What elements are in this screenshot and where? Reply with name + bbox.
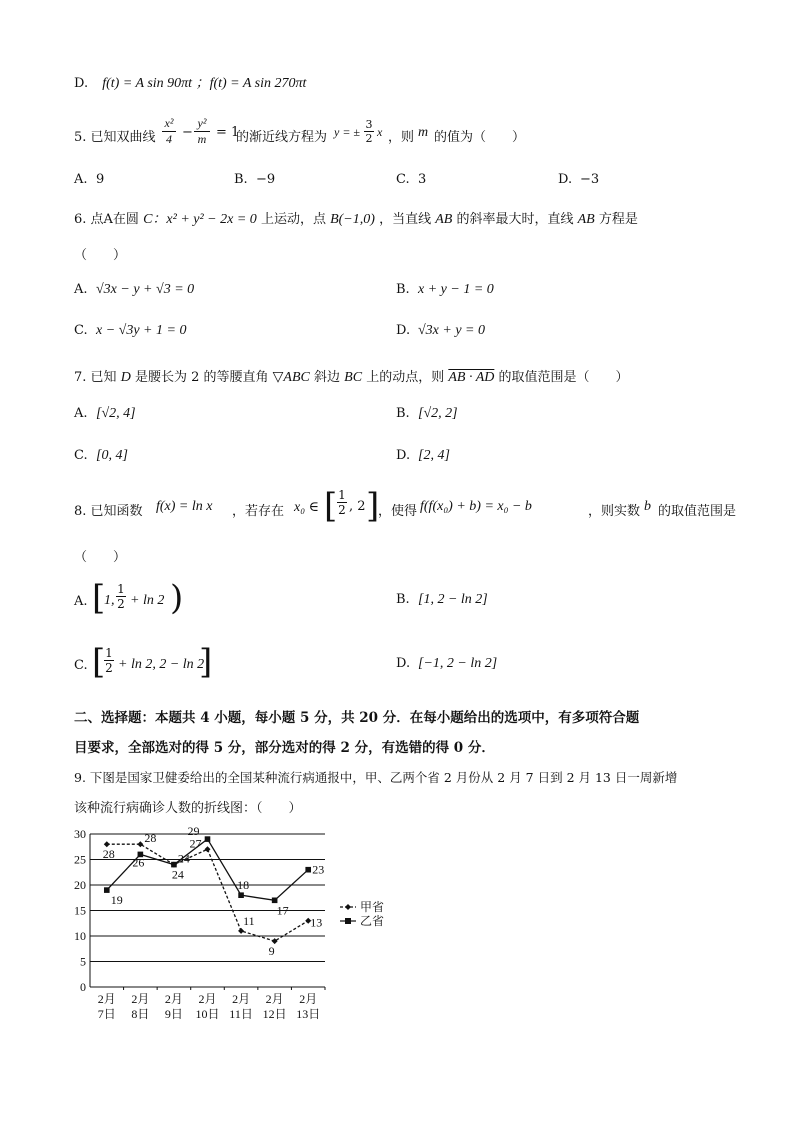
q5-option-d[interactable]: D. −3 [558,172,600,187]
data-label: 23 [312,862,325,877]
bracket: [ [92,578,106,618]
x-tick-label: 9日 [164,1007,183,1021]
q5-eq1: = 1 [216,125,240,140]
x-tick-label: 2月 [131,992,150,1006]
data-label: 11 [243,913,255,928]
q8-equation: f(f(x₀) + b) = x₀ − b [420,499,532,514]
q6-text-a: 6. 点A在圆 [74,212,139,227]
y-tick-label: 15 [74,903,86,918]
data-label: 24 [171,867,184,882]
q8-text-a: 8. 已知函数 [74,504,143,519]
q5-asym-x: x [377,125,383,139]
data-point-square [104,887,110,893]
y-tick-label: 25 [74,852,86,867]
q5-option-b[interactable]: B. −9 [234,172,276,187]
data-point-diamond [137,841,143,847]
q8-option-d[interactable]: D. [−1, 2 − ln 2] [396,656,498,671]
q8-x0-in: x₀ ∈ [294,500,319,515]
q7-text-b: 是腰长为 2 的等腰直角 [134,370,269,385]
q5-asym: y = ± [334,125,361,139]
data-label: 28 [102,847,115,862]
q8-text-d: ，则实数 [588,504,641,519]
data-point-square [238,892,244,898]
q5-text-b: 的渐近线方程为 [236,130,328,145]
q5-text-d: 的值为（ ） [434,130,526,145]
q7-text-d: 上的动点，则 [366,370,445,385]
q7-var-d: D [120,370,131,385]
q5-var-m: m [418,125,429,140]
q7-triangle: ▽ABC [272,370,310,385]
legend-label: 乙省 [360,914,385,928]
legend-marker-diamond [345,904,351,910]
q6-stem [74,208,638,228]
q7-text-a: 7. 已知 [74,370,117,385]
q8-frac: 1 2 [338,488,346,517]
q7-stem [74,366,629,386]
data-label: 17 [276,903,289,918]
q6-option-b[interactable]: B. x + y − 1 = 0 [396,282,494,297]
q7-option-b[interactable]: B. [√2, 2] [396,406,458,421]
q5-minus: − [182,125,193,140]
legend-label: 甲省 [360,900,385,914]
q6-ab-2: AB [577,212,595,227]
q6-option-a[interactable]: A. √3x − y + √3 = 0 [74,282,195,297]
x-tick-label: 13日 [296,1007,321,1021]
x-tick-label: 8日 [131,1007,150,1021]
q6-text-b: 上运动，点 [260,212,326,227]
legend-marker-square [345,918,351,924]
q4-formula: f(t) = A sin 90πt ；f(t) = A sin 270πt [102,76,307,91]
q6-text-d: 的斜率最大时，直线 [456,212,574,227]
data-label: 19 [110,893,123,908]
data-label: 9 [268,944,275,959]
q8-interval-rest: , 2 [349,499,366,514]
q5-frac-k: 3 2 [365,118,373,145]
q5-frac-y: y² m [194,116,210,147]
q8-text-b: ，若存在 [232,504,285,519]
y-tick-label: 0 [80,980,86,994]
q5-text-c: ，则 [388,130,415,145]
option-key: D. [74,76,89,91]
y-tick-label: 5 [80,954,86,969]
data-label: 18 [237,878,250,893]
y-tick-label: 10 [74,929,86,943]
data-label: 27 [189,836,202,851]
q4-option-d [74,72,306,92]
data-label: 13 [310,915,323,930]
q7-option-a[interactable]: A. [√2, 4] [74,406,136,421]
data-label: 26 [132,855,145,870]
bracket: ] [199,642,213,682]
x-tick-label: 2月 [198,992,217,1006]
y-tick-label: 30 [74,827,86,841]
x-tick-label: 7日 [97,1007,116,1021]
y-tick-label: 20 [74,878,86,892]
data-label: 24 [177,851,190,866]
q7-bc: BC [344,370,363,385]
q7-text-c: 斜边 [314,370,341,385]
bracket: ) [170,578,184,618]
q8-func: f(x) = ln x [156,499,213,514]
x-tick-label: 11日 [229,1007,253,1021]
q8-text-e: 的取值范围是 [658,504,737,519]
data-label: 29 [187,824,200,839]
q6-paren: （ ） [74,248,127,263]
q8-var-b: b [644,499,651,514]
q6-option-d[interactable]: D. √3x + y = 0 [396,323,486,338]
data-point-square [272,898,278,904]
section2-line2: 目要求，全部选对的得 5 分，部分选对的得 2 分，有选错的得 0 分． [74,740,495,756]
data-point-square [205,836,211,842]
x-tick-label: 10日 [195,1007,220,1021]
data-point-square [171,862,177,868]
q6-point: B(−1,0) [330,212,375,227]
q5-option-a[interactable]: A. 9 [74,172,105,187]
x-tick-label: 2月 [232,992,251,1006]
q8-option-b[interactable]: B. [1, 2 − ln 2] [396,592,488,607]
x-tick-label: 2月 [299,992,318,1006]
line-chart [60,824,400,1024]
q9-line2: 该种流行病确诊人数的折线图：（ ） [74,801,302,816]
frac: 1 2 [105,646,113,675]
q5-text-a: 5. 已知双曲线 [74,130,156,145]
q8-bracket-right: ] [366,486,380,526]
data-point-square [305,867,311,873]
q5-frac-x: x² 4 [162,116,176,147]
x-tick-label: 12日 [262,1007,287,1021]
q7-text-e: 的取值范围是（ ） [498,370,629,385]
q6-text-c: ，当直线 [379,212,432,227]
q7-dot-product: AB · AD [448,370,495,385]
x-tick-label: 2月 [164,992,183,1006]
bracket: [ [92,642,106,682]
x-tick-label: 2月 [265,992,284,1006]
frac: 1 2 [117,582,125,611]
q7-option-d[interactable]: D. [2, 4] [396,448,450,463]
x-tick-label: 2月 [97,992,116,1006]
q9-line1: 9. 下图是国家卫健委给出的全国某种流行病通报中，甲、乙两个省 2 月份从 2 月 7 日到 2 月 13 日一周新增 [74,770,678,785]
q7-option-c[interactable]: C. [0, 4] [74,448,128,463]
q6-ab: AB [435,212,453,227]
q5-option-c[interactable]: C. 3 [396,172,427,187]
q8-text-c: ，使得 [378,504,418,519]
data-label: 28 [144,831,157,846]
data-point-diamond [238,928,244,934]
q6-option-c[interactable]: C. x − √3y + 1 = 0 [74,323,187,338]
q8-paren: （ ） [74,550,127,565]
q6-circle: C：x² + y² − 2x = 0 [143,212,257,227]
q6-text-e: 方程是 [598,212,638,227]
q8-bracket-left: [ [324,486,338,526]
section2-line1: 二、选择题：本题共 4 小题，每小题 5 分，共 20 分．在每小题给出的选项中，有多项符合题 [74,710,640,726]
data-point-diamond [205,846,211,852]
